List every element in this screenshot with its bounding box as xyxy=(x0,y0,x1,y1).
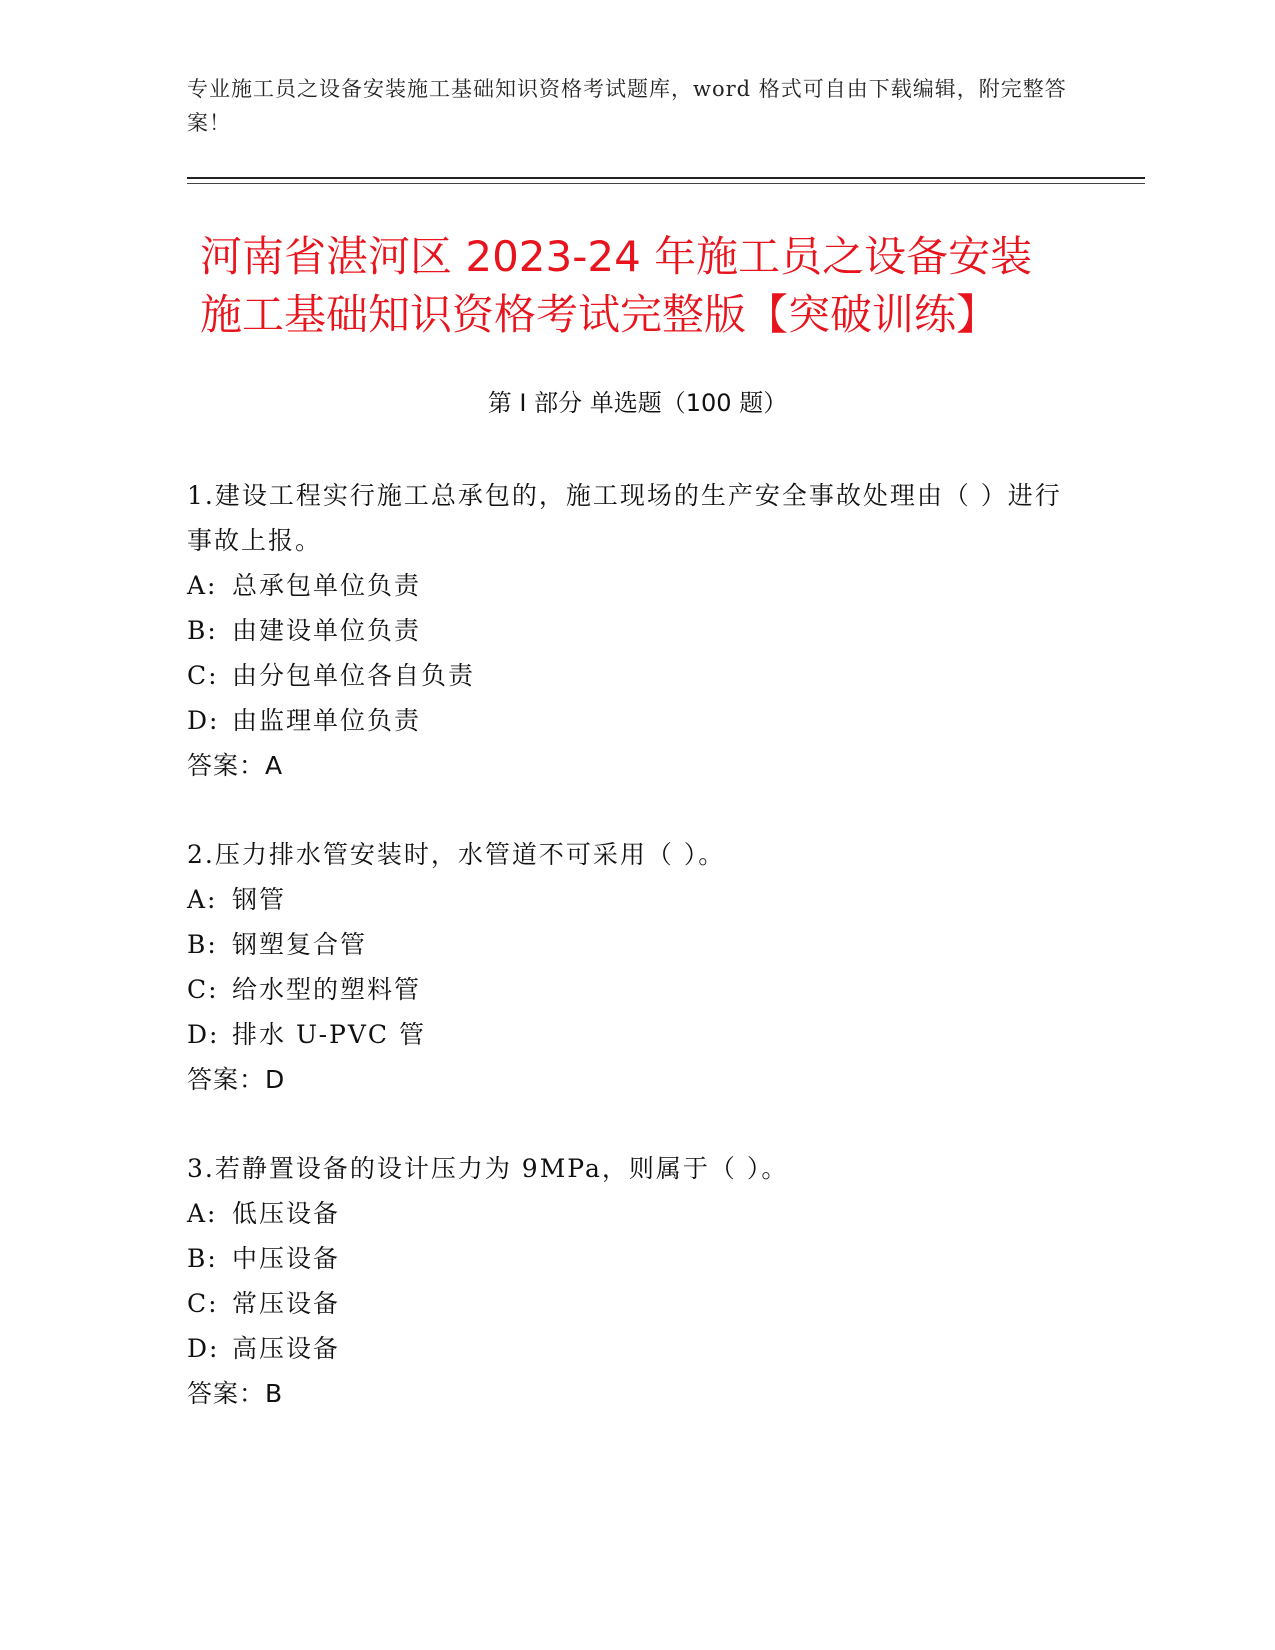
section-heading: 第 I 部分 单选题（100 题） xyxy=(487,389,788,417)
option-d xyxy=(187,1326,1087,1371)
option-text: 由建设单位负责 xyxy=(232,616,422,645)
option-letter: A: xyxy=(187,571,218,600)
question-stem: 2.压力排水管安装时，水管道不可采用（ ）。 xyxy=(187,840,726,869)
option-b xyxy=(187,922,1087,967)
option-letter: C: xyxy=(187,975,219,1004)
option-letter: A: xyxy=(187,1199,218,1228)
option-text: 常压设备 xyxy=(232,1289,341,1318)
option-d xyxy=(187,698,1087,743)
document-title xyxy=(200,228,1100,344)
question-2 xyxy=(187,832,1087,1102)
header-note: 专业施工员之设备安装施工基础知识资格考试题库，word 格式可自由下载编辑，附完整答案！ xyxy=(187,77,1067,135)
option-c xyxy=(187,1281,1087,1326)
option-text: 钢管 xyxy=(232,885,287,914)
answer-line: 答案：B xyxy=(187,1379,284,1408)
option-text: 高压设备 xyxy=(232,1334,341,1363)
header-divider-thin xyxy=(187,183,1145,184)
title-line-1: 河南省湛河区 2023-24 年施工员之设备安装 xyxy=(200,232,1033,281)
option-letter: C: xyxy=(187,1289,219,1318)
answer-line: 答案：A xyxy=(187,751,284,780)
option-letter: A: xyxy=(187,885,218,914)
title-line-2: 施工基础知识资格考试完整版【突破训练】 xyxy=(200,290,999,339)
answer-line: 答案：D xyxy=(187,1065,286,1094)
option-letter: D: xyxy=(187,1020,220,1049)
option-text: 由监理单位负责 xyxy=(232,706,422,735)
question-1 xyxy=(187,473,1087,788)
option-text: 总承包单位负责 xyxy=(232,571,422,600)
option-letter: B: xyxy=(187,616,218,645)
option-letter: B: xyxy=(187,930,218,959)
option-a xyxy=(187,563,1087,608)
option-text: 由分包单位各自负责 xyxy=(232,661,476,690)
option-a xyxy=(187,877,1087,922)
option-letter: D: xyxy=(187,1334,220,1363)
option-c xyxy=(187,653,1087,698)
option-d xyxy=(187,1012,1087,1057)
option-letter: D: xyxy=(187,706,220,735)
question-stem: 1.建设工程实行施工总承包的，施工现场的生产安全事故处理由（ ）进行事故上报。 xyxy=(187,481,1062,555)
option-text: 中压设备 xyxy=(232,1244,341,1273)
option-text: 给水型的塑料管 xyxy=(232,975,422,1004)
option-letter: C: xyxy=(187,661,219,690)
option-a xyxy=(187,1191,1087,1236)
option-b xyxy=(187,608,1087,653)
question-stem: 3.若静置设备的设计压力为 9MPa，则属于（ ）。 xyxy=(187,1154,789,1183)
option-text: 排水 U-PVC 管 xyxy=(232,1020,426,1049)
option-text: 低压设备 xyxy=(232,1199,341,1228)
option-b xyxy=(187,1236,1087,1281)
header-divider-thick xyxy=(187,177,1145,179)
option-text: 钢塑复合管 xyxy=(232,930,368,959)
option-letter: B: xyxy=(187,1244,218,1273)
question-3 xyxy=(187,1146,1087,1416)
option-c xyxy=(187,967,1087,1012)
question-list xyxy=(187,473,1087,1460)
